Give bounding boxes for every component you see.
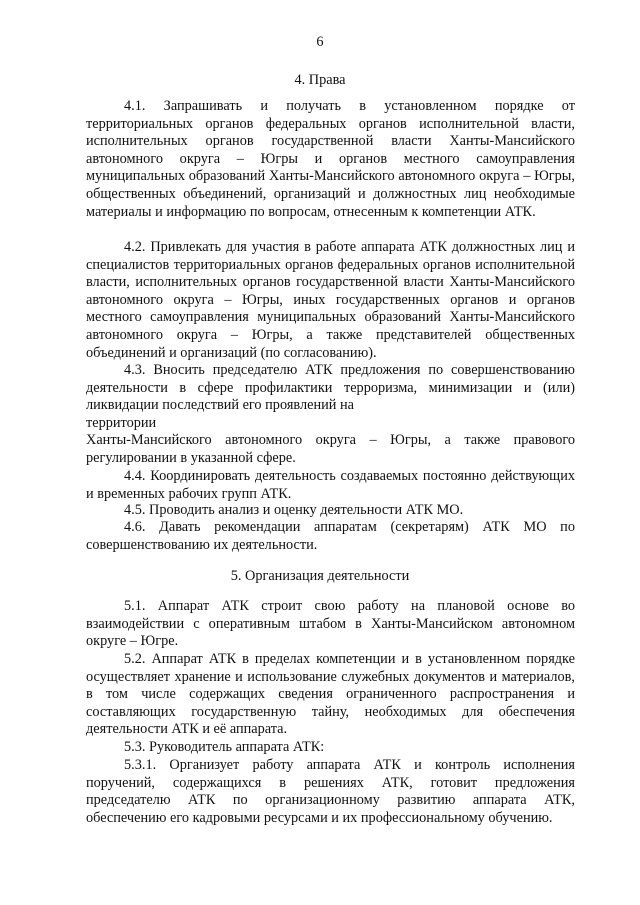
section-4-heading: 4. Права: [294, 72, 346, 88]
paragraph-4-3: [86, 362, 575, 468]
paragraph-4-5: 4.5. Проводить анализ и оценку деятельности АТК МО.: [124, 502, 464, 518]
paragraph-5-2: 5.2. Аппарат АТК в пределах компетенции и в установленном порядке осуществляет хранение и использование служебных документов и материалов, в том числе содержащих сведения ограниченного распространения и составляющих государственную тайну, необходимых для обеспечения деятельности АТК и её аппарата.: [86, 651, 575, 738]
paragraph-4-1: 4.1. Запрашивать и получать в установленном порядке от территориальных органов федеральных органов исполнительной власти, исполнительных органов государственной власти Ханты-Мансийского автономного округа – Югры и органов местного самоуправления муниципальных образований Ханты-Мансийского автономного округа – Югры, общественных объединений, организаций и должностных лиц необходимые материалы и информацию по вопросам, отнесенным к компетенции АТК.: [86, 98, 575, 220]
paragraph-4-3-word: территории: [86, 414, 157, 431]
page-number: 6: [316, 34, 324, 50]
paragraph-4-6: 4.6. Давать рекомендации аппаратам (секретарям) АТК МО по совершенствованию их деятельности.: [86, 519, 575, 553]
paragraph-5-3-1: 5.3.1. Организует работу аппарата АТК и контроль исполнения поручений, содержащихся в решениях АТК, готовит предложения председателю АТК по организационному развитию аппарата АТК, обеспечению его кадровыми ресурсами и их профессиональному обучению.: [86, 757, 575, 826]
paragraph-4-4: 4.4. Координировать деятельность создаваемых постоянно действующих и временных рабочих групп АТК.: [86, 468, 575, 502]
paragraph-5-1: 5.1. Аппарат АТК строит свою работу на плановой основе во взаимодействии с оперативным штабом в Ханты-Мансийском автономном округе – Югре.: [86, 598, 575, 650]
paragraph-4-3-continuation: Ханты-Мансийского автономного округа – Югры, а также правового регулировании в указанной сфере.: [86, 432, 575, 466]
paragraph-4-3-text: 4.3. Вносить председателю АТК предложения по совершенствованию деятельности в сфере профилактики терроризма, минимизации и (или) ликвидации последствий его проявлений на: [86, 362, 575, 414]
paragraph-5-3: 5.3. Руководитель аппарата АТК:: [124, 739, 325, 755]
section-5-heading: 5. Организация деятельности: [230, 568, 410, 584]
paragraph-4-2: 4.2. Привлекать для участия в работе аппарата АТК должностных лиц и специалистов территориальных органов федеральных органов исполнительной власти, исполнительных органов государственной власти Ханты-Мансийского автономного округа – Югры, иных государственных органов и органов местного самоуправления муниципальных образований Ханты-Мансийского автономного округа – Югры, а также представителей общественных объединений и организаций (по согласованию).: [86, 239, 575, 361]
